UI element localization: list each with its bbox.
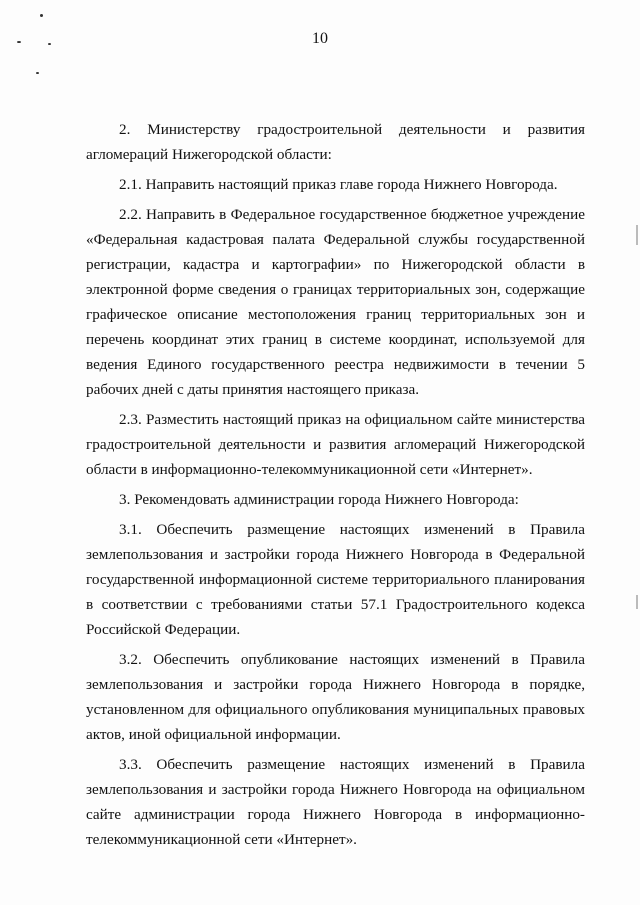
paragraph-3-1: 3.1. Обеспечить размещение настоящих изменений в Правила землепользования и застройки города Нижнего Новгорода в Федеральной государственной информационной системе территориального планирования в соответствии с требованиями статьи 57.1 Градостроительного кодекса Российской Федерации. [86, 521, 585, 638]
scan-speck [40, 14, 43, 17]
scan-edge-mark [636, 225, 638, 245]
paragraph-3: 3. Рекомендовать администрации города Нижнего Новгорода: [119, 491, 519, 508]
paragraph-2: 2. Министерству градостроительной деятельности и развития агломераций Нижегородской области: [86, 121, 585, 163]
paragraph-2-1: 2.1. Направить настоящий приказ главе города Нижнего Новгорода. [119, 176, 558, 193]
paragraph-3-2: 3.2. Обеспечить опубликование настоящих изменений в Правила землепользования и застройки города Нижнего Новгорода в порядке, установленном для официального опубликования муниципальных правовых актов, иной официальной информации. [86, 651, 585, 743]
paragraph-3-3: 3.3. Обеспечить размещение настоящих изменений в Правила землепользования и застройки города Нижнего Новгорода на официальном сайте администрации города Нижнего Новгорода в информационно-телекоммуникационной сети «Интернет». [86, 756, 585, 848]
paragraph-2-2: 2.2. Направить в Федеральное государственное бюджетное учреждение «Федеральная кадастровая палата Федеральной службы государственной регистрации, кадастра и картографии» по Нижегородской области в электронной форме сведения о границах территориальных зон, содержащие графическое описание местоположения границ территориальных зон и перечень координат этих границ в системе координат, используемой для ведения Единого государственного реестра недвижимости в течении 5 рабочих дней с даты принятия настоящего приказа. [86, 206, 585, 398]
paragraph-2-3: 2.3. Разместить настоящий приказ на официальном сайте министерства градостроительной деятельности и развития агломераций Нижегородской области в информационно-телекоммуникационной сети «Интернет». [86, 411, 585, 478]
document-body [86, 117, 585, 857]
page-number: 10 [312, 30, 328, 47]
scan-edge-mark [636, 595, 638, 609]
scan-speck [36, 72, 39, 74]
